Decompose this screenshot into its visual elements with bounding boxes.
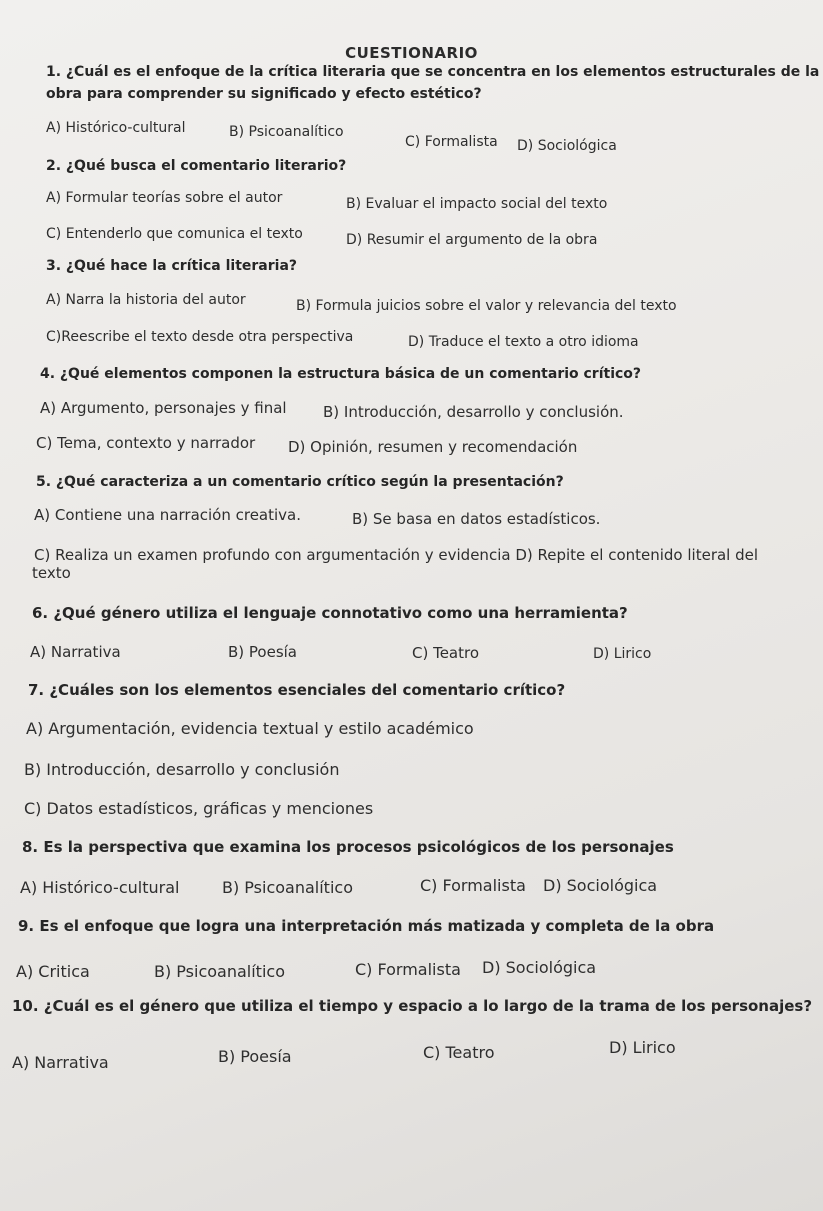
question-10-option-a: A) Narrativa: [12, 1053, 109, 1072]
question-10: 10. ¿Cuál es el género que utiliza el tiempo y espacio a lo largo de la trama de los personajes?: [12, 997, 813, 1015]
question-2-option-a: A) Formular teorías sobre el autor: [46, 190, 283, 206]
question-4-option-d: D) Opinión, resumen y recomendación: [288, 438, 578, 456]
question-10-option-c: C) Teatro: [423, 1043, 495, 1062]
question-8-option-c: C) Formalista: [420, 876, 526, 895]
question-9: 9. Es el enfoque que logra una interpretación más matizada y completa de la obra: [18, 917, 715, 935]
question-9-option-a: A) Critica: [16, 962, 90, 981]
question-3-option-a: A) Narra la historia del autor: [46, 292, 246, 308]
question-3-option-b: B) Formula juicios sobre el valor y relevancia del texto: [296, 298, 677, 314]
question-1-option-b: B) Psicoanalítico: [229, 124, 344, 140]
question-9-option-b: B) Psicoanalítico: [154, 962, 285, 981]
question-2: 2. ¿Qué busca el comentario literario?: [46, 158, 347, 174]
question-6: 6. ¿Qué género utiliza el lenguaje connotativo como una herramienta?: [32, 604, 628, 622]
question-3: 3. ¿Qué hace la crítica literaria?: [46, 258, 298, 274]
question-10-option-d: D) Lirico: [609, 1038, 676, 1057]
question-7-option-a: A) Argumentación, evidencia textual y estilo académico: [26, 719, 474, 738]
question-5-option-c-d: C) Realiza un examen profundo con argumentación y evidencia D) Repite el contenido literal del: [34, 546, 759, 564]
question-1-line-2: obra para comprender su significado y efecto estético?: [46, 86, 482, 102]
question-4: 4. ¿Qué elementos componen la estructura básica de un comentario crítico?: [40, 366, 642, 382]
question-6-option-b: B) Poesía: [228, 643, 298, 661]
question-1-option-d: D) Sociológica: [517, 138, 617, 154]
question-6-option-d: D) Lirico: [593, 646, 652, 662]
question-5-option-a: A) Contiene una narración creativa.: [34, 506, 302, 524]
question-5-option-d-continued: texto: [32, 564, 71, 582]
question-9-option-c: C) Formalista: [355, 960, 461, 979]
question-5: 5. ¿Qué caracteriza a un comentario crítico según la presentación?: [36, 474, 564, 490]
question-1-option-a: A) Histórico-cultural: [46, 120, 186, 136]
question-4-option-a: A) Argumento, personajes y final: [40, 399, 287, 417]
question-8-option-a: A) Histórico-cultural: [20, 878, 180, 897]
question-7: 7. ¿Cuáles son los elementos esenciales del comentario crítico?: [28, 681, 566, 699]
question-2-option-d: D) Resumir el argumento de la obra: [346, 232, 598, 248]
question-4-option-b: B) Introducción, desarrollo y conclusión.: [323, 403, 624, 421]
question-2-option-b: B) Evaluar el impacto social del texto: [346, 196, 608, 212]
question-6-option-a: A) Narrativa: [30, 643, 121, 661]
question-8-option-d: D) Sociológica: [543, 876, 658, 895]
question-6-option-c: C) Teatro: [412, 644, 480, 662]
question-7-option-c: C) Datos estadísticos, gráficas y menciones: [24, 799, 374, 818]
question-2-option-c: C) Entenderlo que comunica el texto: [46, 226, 303, 242]
question-1-option-c: C) Formalista: [405, 134, 498, 150]
question-9-option-d: D) Sociológica: [482, 958, 597, 977]
question-3-option-d: D) Traduce el texto a otro idioma: [408, 334, 639, 350]
question-10-option-b: B) Poesía: [218, 1047, 292, 1066]
question-4-option-c: C) Tema, contexto y narrador: [36, 434, 256, 452]
question-1-line-1: 1. ¿Cuál es el enfoque de la crítica literaria que se concentra en los elementos estructurales de la: [46, 64, 820, 80]
question-8: 8. Es la perspectiva que examina los procesos psicológicos de los personajes: [22, 838, 674, 856]
question-5-option-b: B) Se basa en datos estadísticos.: [352, 510, 601, 528]
question-8-option-b: B) Psicoanalítico: [222, 878, 353, 897]
question-7-option-b: B) Introducción, desarrollo y conclusión: [24, 760, 340, 779]
question-3-option-c: C)Reescribe el texto desde otra perspectiva: [46, 329, 354, 345]
page-title: CUESTIONARIO: [345, 44, 478, 62]
